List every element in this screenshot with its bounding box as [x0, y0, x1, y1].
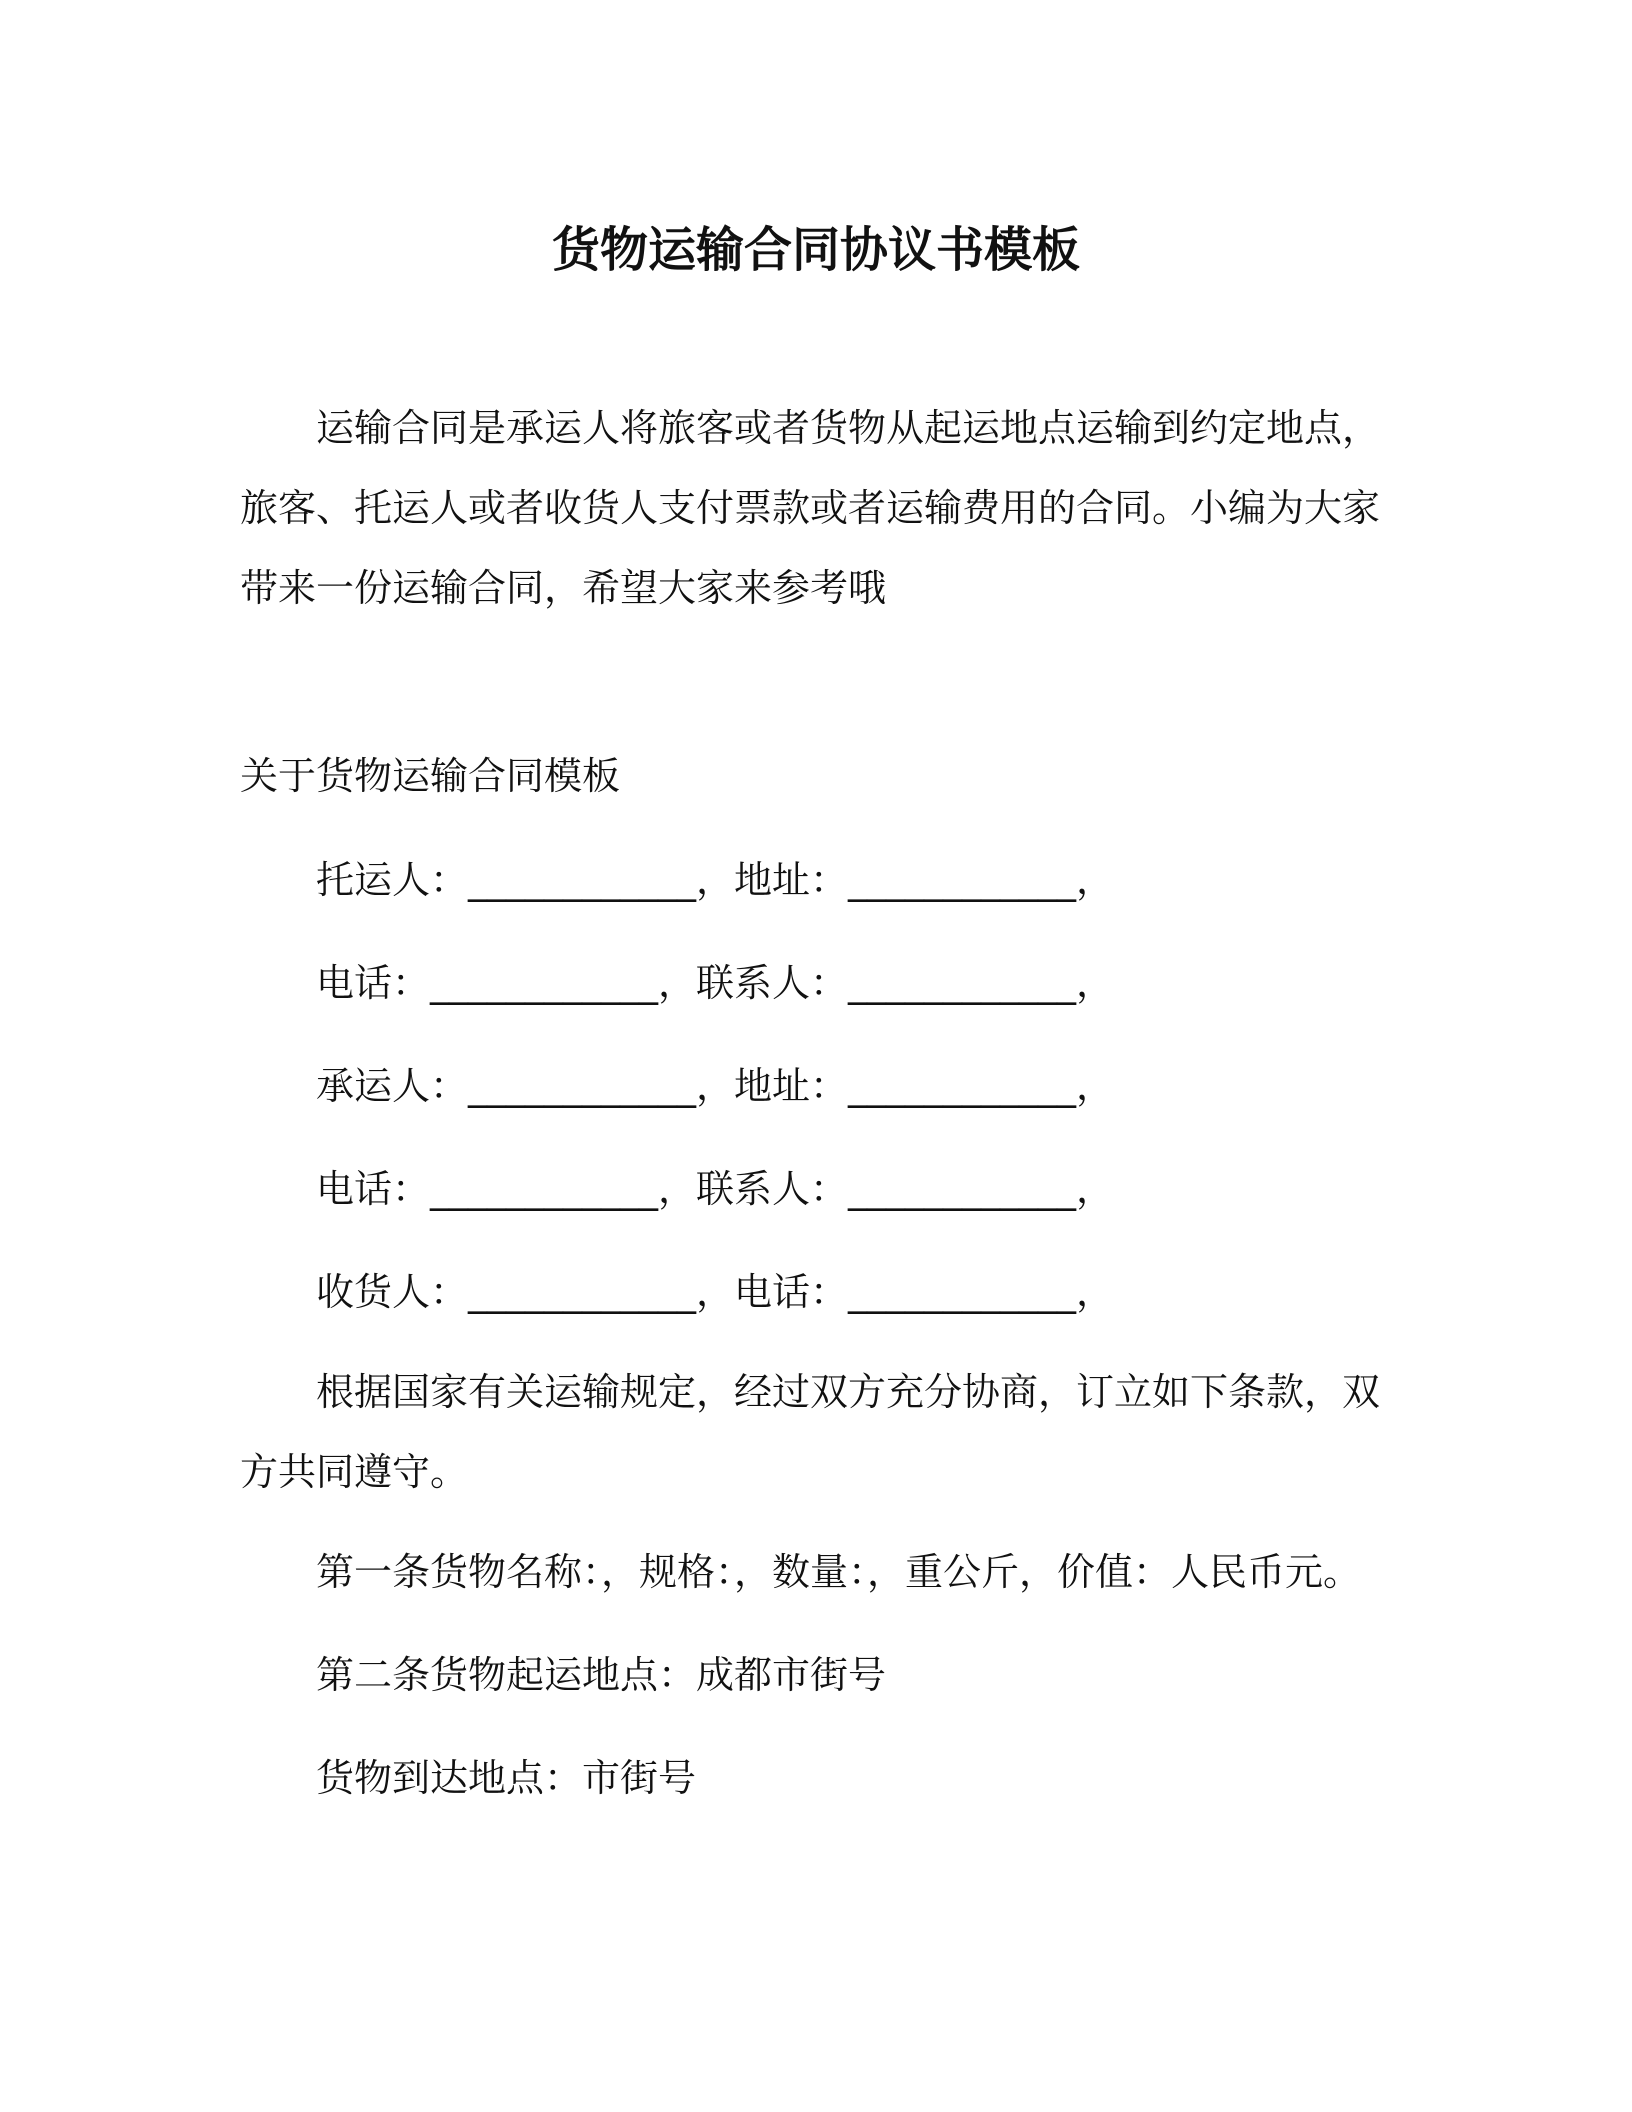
form-line-carrier-contact: 电话：____________，联系人：____________， — [316, 1167, 1115, 1211]
form-line-carrier: 承运人：____________，地址：____________， — [316, 1064, 1115, 1108]
section-heading: 关于货物运输合同模板 — [240, 754, 621, 798]
form-line-shipper-contact: 电话：____________，联系人：____________， — [316, 961, 1115, 1005]
clause-1: 第一条货物名称：，规格：，数量：，重公斤，价值：人民币元。 — [316, 1550, 1362, 1594]
clause-2: 第二条货物起运地点：成都市街号 — [316, 1653, 887, 1697]
agreement-paragraph: 根据国家有关运输规定，经过双方充分协商，订立如下条款，双方共同遵守。 — [240, 1370, 1381, 1494]
clause-2-destination: 货物到达地点：市街号 — [316, 1756, 697, 1800]
form-line-shipper: 托运人：____________，地址：____________， — [316, 858, 1115, 902]
intro-paragraph: 运输合同是承运人将旅客或者货物从起运地点运输到约定地点，旅客、托运人或者收货人支付票款或者运输费用的合同。小编为大家带来一份运输合同，希望大家来参考哦 — [240, 406, 1381, 610]
document-title: 货物运输合同协议书模板 — [551, 222, 1080, 278]
form-line-consignee: 收货人：____________，电话：____________， — [316, 1270, 1115, 1314]
